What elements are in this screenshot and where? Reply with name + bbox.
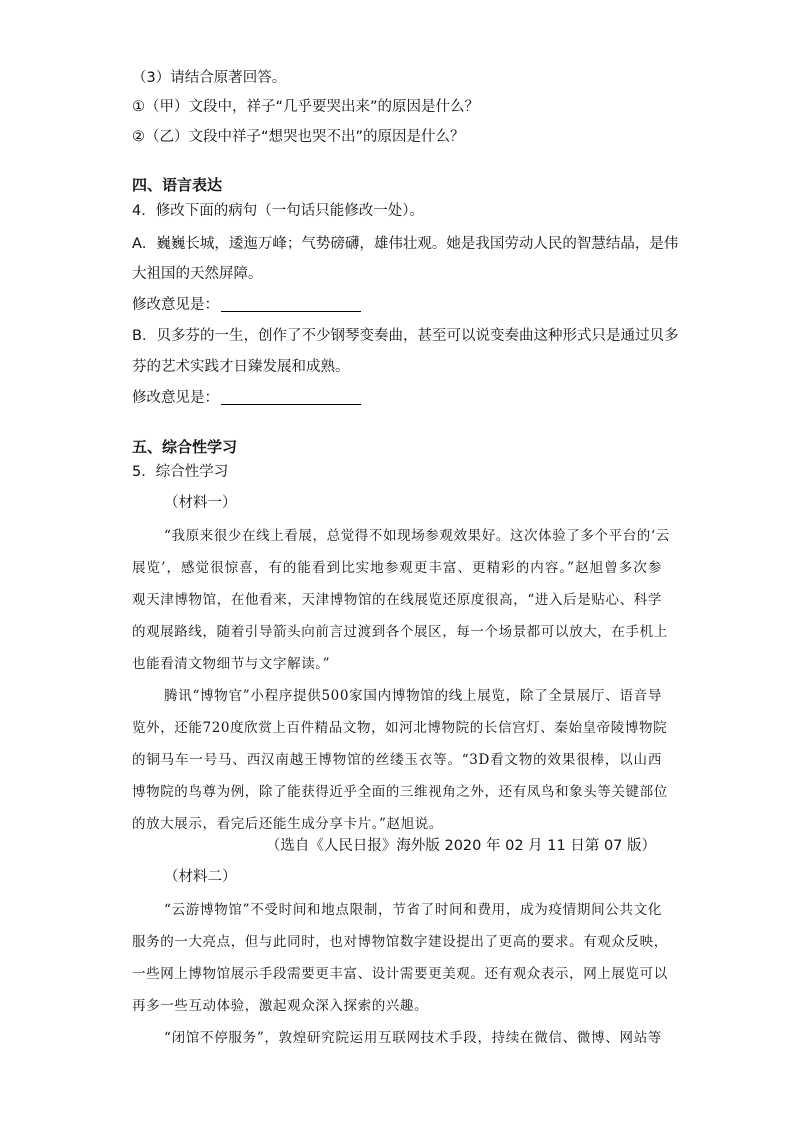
q5-text: 5．综合性学习	[132, 464, 229, 480]
answer-blank-a[interactable]	[221, 296, 361, 312]
material1-p2-line: 博物院的鸟尊为例，除了能获得近乎全面的三维视角之外，还有凤鸟和象头等关键部位	[132, 784, 668, 800]
material1-source: （选自《人民日报》海外版 2020 年 02 月 11 日第 07 版）	[265, 838, 656, 854]
q4-a-answer-row	[132, 295, 361, 315]
material1-p2-line: 览外，还能720度欣赏上百件精品文物，如河北博物院的长信宫灯、秦始皇帝陵博物院	[132, 720, 668, 736]
material1-line: 展览’，感觉很惊喜，有的能看到比实地参观更丰富、更精彩的内容。”赵旭曾多次参	[132, 560, 662, 576]
answer-label-a: 修改意见是：	[132, 297, 219, 313]
material1-line: 也能看清文物细节与文字解读。”	[132, 656, 331, 672]
q4-b-answer-row	[132, 388, 361, 408]
q4-b-line1: B．贝多芬的一生，创作了不少钢琴变奏曲，甚至可以说变奏曲这种形式只是通过贝多	[132, 328, 679, 344]
material1-line: 观天津博物馆，在他看来，天津博物馆的在线展览还原度很高，“进入后是贴心、科学	[132, 592, 662, 608]
section4-heading: 四、语言表达	[132, 176, 223, 194]
q4-b-line2: 芬的艺术实践才日臻发展和成熟。	[132, 359, 350, 375]
answer-label-b: 修改意见是：	[132, 390, 219, 406]
material1-line: “我原来很少在线上看展，总觉得不如现场参观效果好。这次体验了多个平台的‘云	[164, 528, 670, 544]
answer-blank-b[interactable]	[221, 389, 361, 405]
material2-line: 一些网上博物馆展示手段需要更丰富、设计需要更美观。还有观众表示，网上展览可以	[132, 966, 668, 982]
q3-sub2: ②（乙）文段中祥子“想哭也哭不出”的原因是什么？	[132, 129, 465, 145]
material1-p2-line: 腾讯“博物官”小程序提供500家国内博物馆的线上展览，除了全景展厅、语音导	[164, 688, 662, 704]
material2-label: （材料二）	[164, 869, 237, 885]
material2-line: “云游博物馆”不受时间和地点限制，节省了时间和费用，成为疫情期间公共文化	[164, 902, 662, 918]
material2-line: 服务的一大亮点，但与此同时，也对博物馆数字建设提出了更高的要求。有观众反映，	[132, 934, 668, 950]
section5-heading: 五、综合性学习	[132, 438, 238, 456]
material1-line: 的观展路线，随着引导箭头向前言过渡到各个展区，每一个场景都可以放大，在手机上	[132, 624, 668, 640]
material1-p2-line: 的铜马车一号马、西汉南越王博物馆的丝缕玉衣等。“3D看文物的效果很棒，以山西	[132, 752, 662, 768]
q4-a-line2: 大祖国的天然屏障。	[132, 266, 263, 282]
material2-p2-line: “闭馆不停服务”，敦煌研究院运用互联网技术手段，持续在微信、微博、网站等	[164, 1030, 662, 1046]
material2-line: 再多一些互动体验，激起观众深入探索的兴趣。	[132, 998, 429, 1014]
q4-a-line1: A．巍巍长城，逶迤万峰；气势磅礴，雄伟壮观。她是我国劳动人民的智慧结晶，是伟	[132, 236, 679, 252]
q3-prompt: （3）请结合原著回答。	[132, 70, 287, 86]
material1-label: （材料一）	[164, 495, 237, 511]
q4-text: 4．修改下面的病句（一句话只能修改一处）。	[132, 203, 424, 219]
material1-p2-line: 的放大展示，看完后还能生成分享卡片。”赵旭说。	[132, 816, 443, 832]
q3-sub1: ①（甲）文段中，祥子“几乎要哭出来”的原因是什么？	[132, 99, 480, 115]
